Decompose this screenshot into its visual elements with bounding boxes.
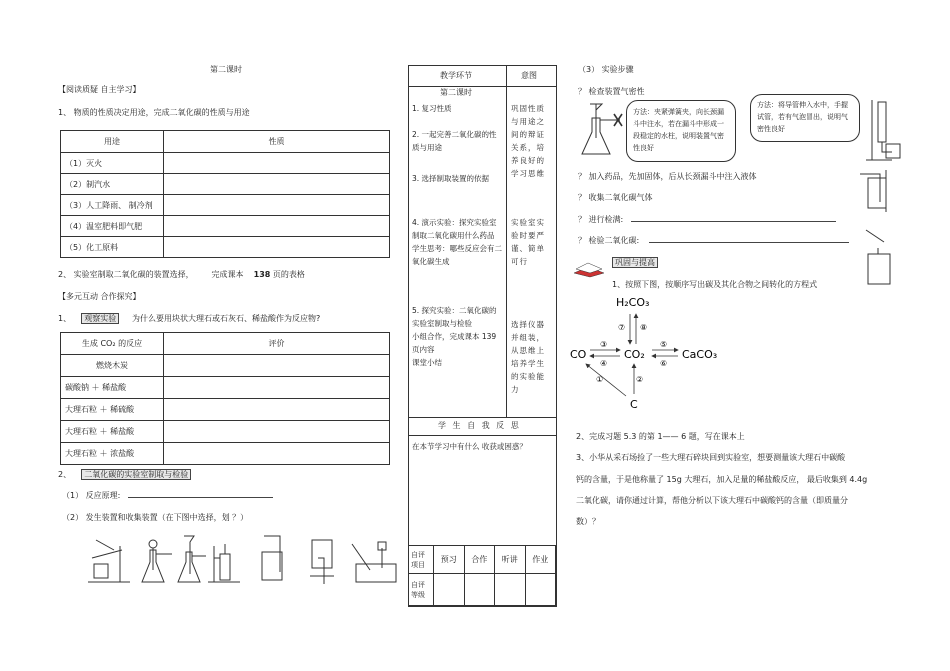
- apparatus-drawings: [80, 528, 400, 588]
- formula-c: C: [630, 398, 638, 411]
- heating-apparatus-icon: [88, 540, 130, 582]
- col-header-step: 教学环节: [440, 71, 472, 80]
- middle-subtitle: 第二课时: [440, 88, 472, 97]
- table-cell: （3）人工降雨、 制冷剂: [61, 195, 164, 216]
- step-check-full: ？ 进行检满:: [578, 215, 836, 225]
- question-4: 2、 二氧化碳的实验室制取与检验: [58, 470, 191, 480]
- eval-cell: 自评等级: [409, 574, 434, 606]
- eval-cell: [525, 574, 556, 606]
- step-check-airtight: ？ 检查装置气密性: [578, 87, 645, 96]
- gas-jar-downward-icon: [310, 540, 334, 584]
- problem-3-line: 二氧化碳，请你通过计算，帮他分析以下该大理石中碳酸钙的含量（即质量分: [576, 496, 848, 505]
- col-header-intent: 意图: [521, 71, 537, 80]
- intent-item: 巩固性质与用途之间的辩证关系，培养良好的学习思维: [511, 104, 545, 178]
- uses-table: [60, 130, 390, 258]
- problem-3-line: 钙的含量，于是他称量了 15g 大理石，加入足量的稀盐酸反应， 最后收集到 4.4g: [576, 475, 868, 484]
- question-4-1: （1） 反应原理:: [62, 491, 273, 501]
- eval-cell: 自评项目: [409, 546, 434, 574]
- carbon-conversion-diagram: [568, 290, 738, 412]
- eval-cell: [464, 574, 495, 606]
- formula-co2: CO₂: [624, 348, 645, 361]
- problem-3-line: 数）？: [576, 517, 600, 526]
- reflection-title: 学 生 自 我 反 思: [438, 421, 521, 430]
- reaction-table: [60, 332, 390, 465]
- eval-cell: [434, 574, 465, 606]
- observe-experiment-box: 观察实验: [81, 313, 119, 324]
- table-cell: [164, 195, 390, 216]
- table-cell: [164, 237, 390, 258]
- eval-cell: 合作: [464, 546, 495, 574]
- eval-cell: [495, 574, 526, 606]
- formula-co: CO: [570, 348, 587, 361]
- table-cell: （1）灭火: [61, 153, 164, 174]
- table-cell: [164, 443, 390, 465]
- table-cell: [164, 355, 390, 377]
- airtight-check-apparatus: [574, 98, 634, 160]
- step-number: ⑥: [660, 359, 668, 368]
- eval-cell: 预习: [434, 546, 465, 574]
- answer-blank: [649, 242, 849, 243]
- problem-3-line: 3、小华从采石场捡了一些大理石碎块回到实验室，想要测量该大理石中碳酸: [576, 453, 846, 462]
- question-2: 2、 实验室制取二氧化碳的装置选择， 完成课本 138 页的表格: [58, 270, 305, 279]
- table-cell: 大理石粒 ＋ 稀盐酸: [61, 421, 164, 443]
- step-number: ④: [600, 359, 608, 368]
- table-header: 用途: [61, 131, 164, 153]
- book-icon: [572, 255, 608, 279]
- lesson-title: 第二课时: [210, 65, 242, 74]
- tube-stand-icon: [208, 544, 240, 582]
- step-number: ⑧: [640, 323, 648, 332]
- speech-bubble-hand-method: 方法：将导管伸入水中，手握试管，若有气泡冒出，说明气密性良好: [750, 94, 860, 142]
- problem-2: 2、完成习题 5.3 的第 1—— 6 题，写在课本上: [576, 432, 745, 441]
- hand-warm-tube-apparatus: [862, 92, 902, 164]
- table-cell: [164, 216, 390, 237]
- table-header: 评价: [164, 333, 390, 355]
- step-number: ⑤: [660, 340, 668, 349]
- flask-funnel-icon: [142, 540, 172, 582]
- eval-cell: 作业: [525, 546, 556, 574]
- answer-blank: [128, 497, 273, 498]
- gas-jar-upward-icon: [262, 536, 282, 580]
- section-header-interactive: 【多元互动 合作探究】: [58, 292, 141, 301]
- self-eval-table: [408, 545, 556, 606]
- table-cell: （5）化工原料: [61, 237, 164, 258]
- table-cell: 大理石粒 ＋ 浓盐酸: [61, 443, 164, 465]
- step-collect-gas: ？ 收集二氧化碳气体: [578, 193, 653, 202]
- formula-h2co3: H₂CO₃: [616, 296, 650, 309]
- table-cell: （2）制汽水: [61, 174, 164, 195]
- collection-apparatus: [856, 168, 902, 286]
- step-number: ①: [596, 375, 604, 384]
- consolidate-heading: 巩固与提高: [612, 258, 658, 268]
- intent-item: 实验室实验时要严谨、简单可行: [511, 218, 545, 266]
- reflection-question: 在本节学习中有什么 收获或困惑？: [412, 442, 527, 451]
- table-cell: [164, 377, 390, 399]
- eval-cell: 听讲: [495, 546, 526, 574]
- question-4-2: （2） 发生装置和收集装置（在下图中选择，划 ？）: [62, 513, 249, 522]
- table-header: 性质: [164, 131, 390, 153]
- table-cell: [164, 399, 390, 421]
- section-header-self-study: 【阅读质疑 自主学习】: [58, 85, 141, 94]
- step-number: ②: [636, 375, 644, 384]
- table-cell: 大理石粒 ＋ 稀硫酸: [61, 399, 164, 421]
- table-header: 生成 CO₂ 的反应: [61, 333, 164, 355]
- step-test-co2: ？ 检验二氧化碳:: [578, 236, 849, 246]
- table-cell: （4）温室肥料即气肥: [61, 216, 164, 237]
- table-cell: [164, 153, 390, 174]
- speech-bubble-funnel-method: 方法：夹紧弹簧夹，向长颈漏斗中注水，若在漏斗中形成一段稳定的水柱，说明装置气密性良好: [626, 100, 736, 162]
- step-item: 4. 演示实验：探究实验室制取二氧化碳用什么药品 学生思考：哪些反应会有二氧化碳生成: [412, 218, 502, 266]
- water-trough-icon: [352, 542, 396, 582]
- table-cell: [164, 421, 390, 443]
- answer-blank: [631, 221, 836, 222]
- step-item: 2. 一起完善二氧化碳的性质与用途: [412, 130, 497, 152]
- step-number: ⑦: [618, 323, 626, 332]
- problem-1: 1、按照下图，按顺序写出碳及其化合物之间转化的方程式: [612, 280, 818, 289]
- table-cell: 燃烧木炭: [61, 355, 164, 377]
- step-add-reagents: ？ 加入药品，先加固体，后从长颈漏斗中注入液体: [578, 172, 757, 181]
- experiment-steps-heading: （3） 实验步骤: [578, 65, 634, 74]
- table-cell: 碳酸钠 ＋ 稀盐酸: [61, 377, 164, 399]
- co2-lab-prep-box: 二氧化碳的实验室制取与检验: [81, 469, 191, 480]
- table-cell: [164, 174, 390, 195]
- step-item: 1. 复习性质: [412, 104, 452, 113]
- intent-item: 选择仪器并组装，从思维上培养学生的实验能力: [511, 320, 545, 394]
- step-item: 5. 探究实验：二氧化碳的实验室制取与检验 小组合作，完成课本 139 页内容 课堂小结: [412, 306, 497, 367]
- formula-caco3: CaCO₃: [682, 348, 718, 361]
- question-1: 1、 物质的性质决定用途，完成二氧化碳的性质与用途: [58, 108, 250, 117]
- question-3: 1、 观察实验 为什么要用块状大理石或石灰石、稀盐酸作为反应物?: [58, 314, 321, 323]
- step-item: 3. 选择制取装置的依据: [412, 174, 490, 183]
- flask-long-funnel-icon: [178, 536, 206, 582]
- step-number: ③: [600, 340, 608, 349]
